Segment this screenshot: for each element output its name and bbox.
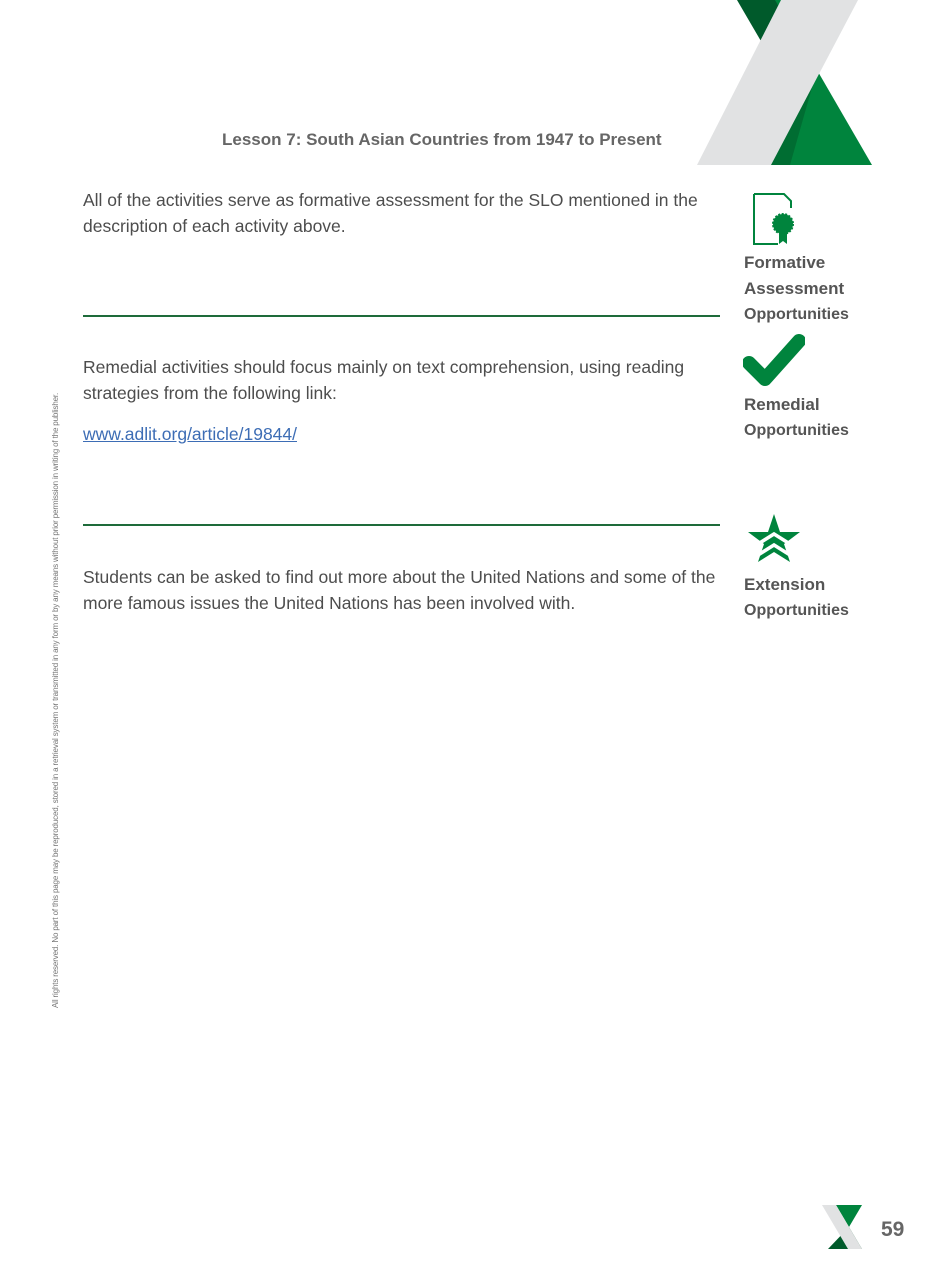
label-line: Remedial (744, 395, 820, 414)
page-number: 59 (881, 1218, 905, 1241)
label-line: Opportunities (744, 602, 849, 619)
certificate-icon (752, 192, 796, 246)
extension-text: Students can be asked to find out more about the United Nations and some of the more famous issues the United Nations has been involved with. (83, 567, 716, 613)
extension-label (744, 572, 849, 624)
lesson-title: Lesson 7: South Asian Countries from 1947 to Present (222, 130, 662, 149)
adlit-link[interactable]: www.adlit.org/article/19844/ (83, 424, 297, 444)
label-line: Assessment (744, 279, 845, 298)
section-divider (83, 524, 720, 526)
label-line: Opportunities (744, 306, 849, 323)
label-line: Opportunities (744, 422, 849, 439)
brand-logo-footer (822, 1205, 864, 1251)
section-divider (83, 315, 720, 317)
star-chevron-icon (746, 514, 802, 568)
remedial-text: Remedial activities should focus mainly on text comprehension, using reading strategies from the following link: (83, 357, 685, 403)
formative-assessment-label (744, 250, 849, 328)
label-line: Formative (744, 253, 826, 272)
copyright-notice: All rights reserved. No part of this page may be reproduced, stored in a retrieval system or transmitted in any form or by any means without prior permission in writing of the publisher. (51, 392, 60, 1008)
checkmark-icon (743, 333, 805, 389)
remedial-label (744, 392, 849, 444)
formative-assessment-text: All of the activities serve as formative assessment for the SLO mentioned in the description of each activity above. (83, 190, 698, 236)
label-line: Extension (744, 575, 826, 594)
